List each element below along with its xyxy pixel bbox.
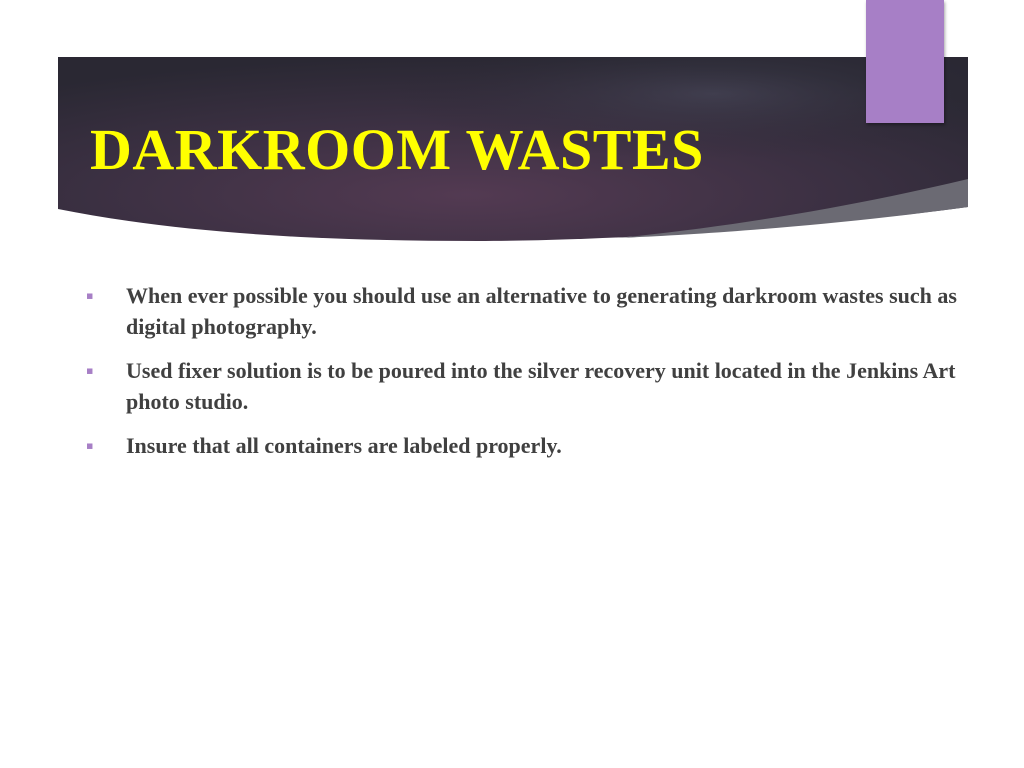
bullet-item bbox=[86, 430, 966, 461]
bullet-list bbox=[86, 280, 966, 474]
slide-title: DARKROOM WASTES bbox=[90, 117, 704, 182]
square-bullet-icon: ▪ bbox=[86, 364, 94, 377]
bullet-item bbox=[86, 355, 966, 417]
bullet-text: Insure that all containers are labeled properly. bbox=[126, 433, 562, 458]
bullet-text: When ever possible you should use an alternative to generating darkroom wastes such as digital photography. bbox=[126, 283, 957, 339]
bullet-item bbox=[86, 280, 966, 342]
square-bullet-icon: ▪ bbox=[86, 289, 94, 302]
bullet-text: Used fixer solution is to be poured into the silver recovery unit located in the Jenkins Art photo studio. bbox=[126, 358, 956, 414]
accent-tab bbox=[866, 0, 944, 123]
square-bullet-icon: ▪ bbox=[86, 439, 94, 452]
